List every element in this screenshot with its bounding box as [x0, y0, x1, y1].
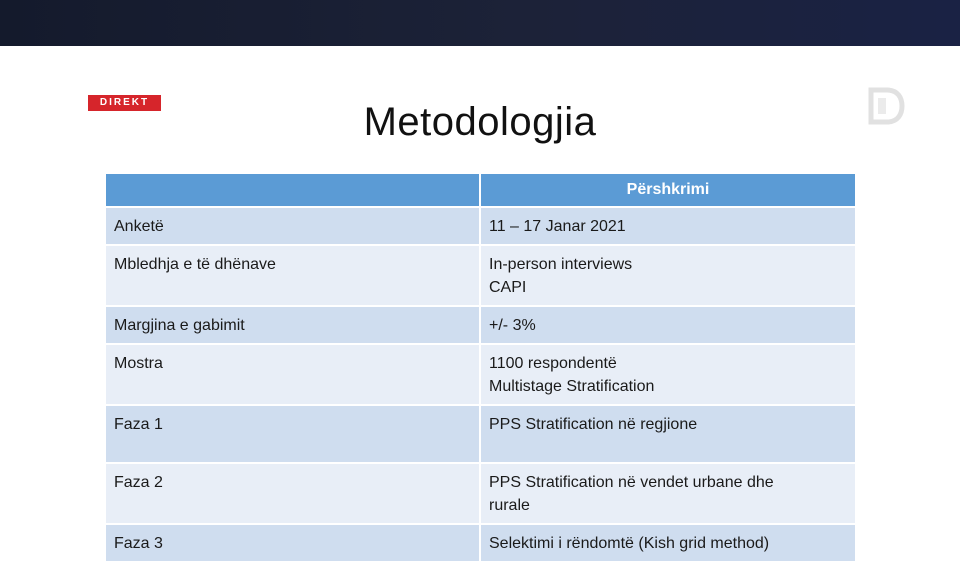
row-label: Margjina e gabimit [106, 306, 480, 344]
row-description [480, 463, 856, 524]
description-line: +/- 3% [489, 317, 536, 334]
row-label: Mbledhja e të dhënave [106, 245, 480, 306]
table-row [106, 405, 856, 463]
slide-title: Metodologjia [363, 100, 597, 144]
table-header-row [106, 174, 856, 207]
top-dark-bar [0, 0, 960, 46]
methodology-table [106, 174, 857, 563]
row-description [480, 405, 856, 463]
description-line: 1100 respondentë [489, 355, 617, 372]
header-cell-description: Përshkrimi [480, 174, 856, 207]
table-row [106, 306, 856, 344]
table-row [106, 245, 856, 306]
header-cell-label [106, 174, 480, 207]
description-line: PPS Stratification në vendet urbane dhe [489, 474, 774, 491]
table-row [106, 344, 856, 405]
row-label: Faza 1 [106, 405, 480, 463]
row-description [480, 524, 856, 562]
description-line: Multistage Stratification [489, 378, 655, 395]
row-label: Mostra [106, 344, 480, 405]
table-row [106, 524, 856, 562]
row-description [480, 207, 856, 245]
table-row [106, 463, 856, 524]
row-label: Anketë [106, 207, 480, 245]
description-line: CAPI [489, 279, 527, 296]
table-row [106, 207, 856, 245]
row-description [480, 344, 856, 405]
description-line: PPS Stratification në regjione [489, 416, 698, 433]
row-label: Faza 3 [106, 524, 480, 562]
description-line: In-person interviews [489, 256, 633, 273]
description-line: Selektimi i rëndomtë (Kish grid method) [489, 535, 770, 552]
direkt-logo: DIREKT [88, 95, 161, 111]
description-line: 11 – 17 Janar 2021 [489, 218, 626, 235]
row-description [480, 245, 856, 306]
row-label: Faza 2 [106, 463, 480, 524]
row-description [480, 306, 856, 344]
description-line: rurale [489, 497, 530, 514]
